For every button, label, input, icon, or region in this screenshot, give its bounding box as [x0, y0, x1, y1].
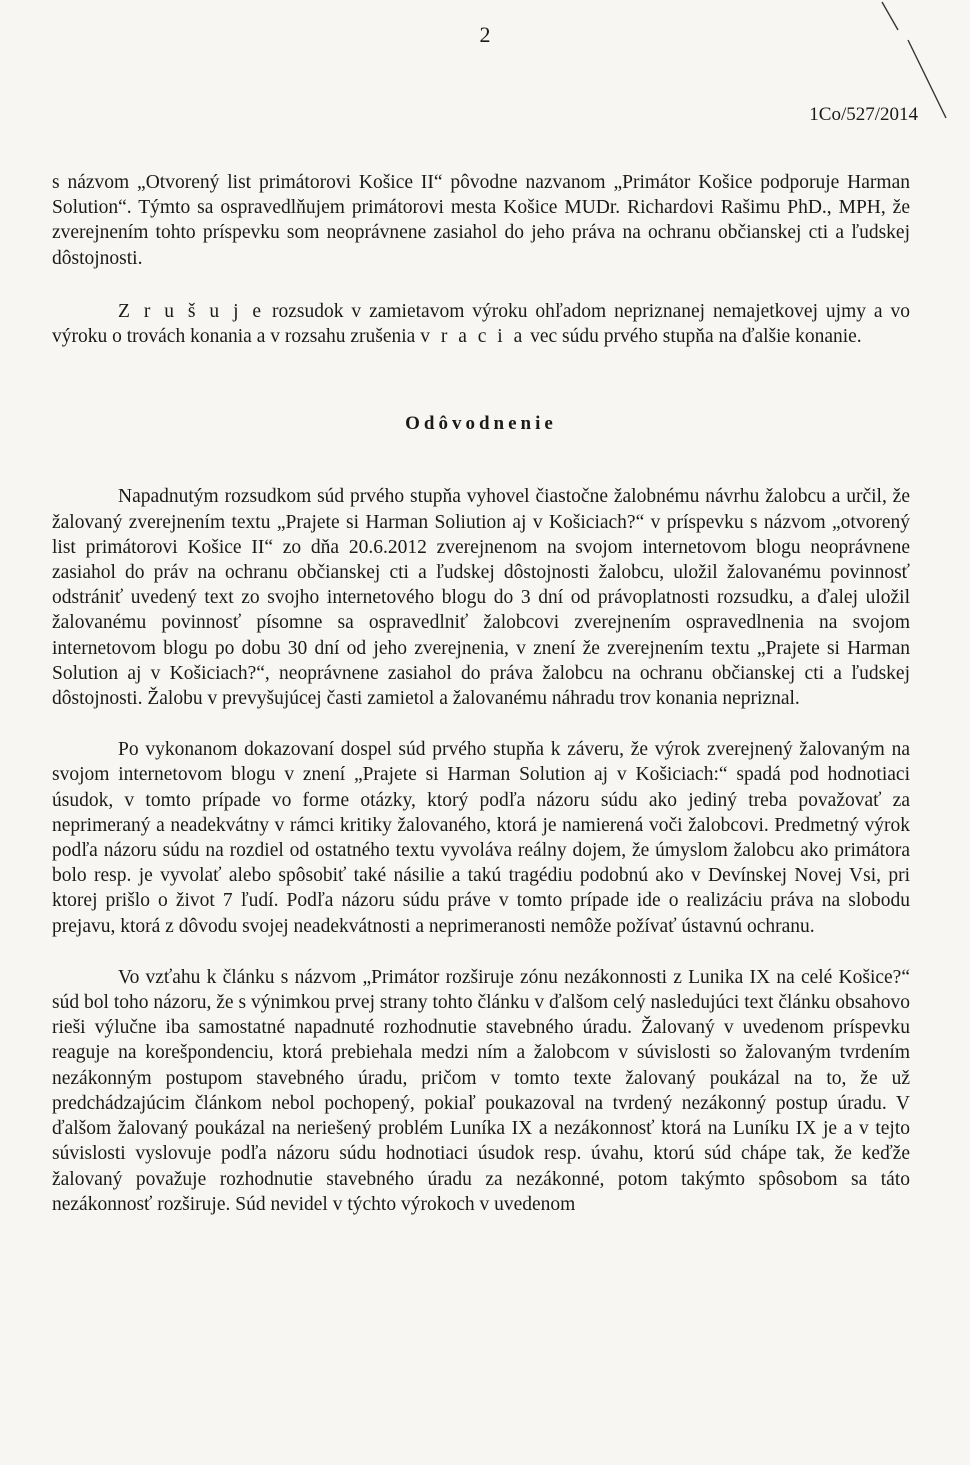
verdict-keyword-zrusuje: Z r u š u j e [118, 300, 265, 322]
verdict-paragraph [52, 299, 910, 349]
case-number: 1Co/527/2014 [809, 104, 918, 125]
verdict-keyword-vracia: v r a c i a [420, 326, 526, 348]
page-number: 2 [479, 22, 491, 47]
reasoning-paragraph-2: Po vykonanom dokazovaní dospel súd prvého stupňa k záveru, že výrok zverejnený žalovaným na svojom internetovom blogu v znení „Prajete si Harman Solution aj v Košiciach:“ spadá pod hodnotiaci úsudok, v tomto prípade vo forme otázky, ktorý podľa názoru súdu ako jediný treba považovať za neprimeraný a neadekvátny v rámci kritiky žalovaného, ktorá je namierená voči žalobcovi. Predmetný výrok podľa názoru súdu na rozdiel od ostatného textu vyvoláva reálny dojem, že úmyslom žalobcu ako primátora bolo resp. je vyvolať alebo spôsobiť také násilie a takú tragédiu podobnú ako v Devínskej Novej Vsi, pri ktorej prišlo o život 7 ľudí. Podľa názoru súdu práve v tomto prípade ide o realizáciu práva na slobodu prejavu, ktorá z dôvodu svojej neadekvátnosti a neprimeranosti nemôže požívať ústavnú ochranu. [52, 739, 910, 937]
reasoning-paragraph-1: Napadnutým rozsudkom súd prvého stupňa vyhovel čiastočne žalobnému návrhu žalobcu a určil, že žalovaný zverejnením textu „Prajete si Harman Soliution aj v Košiciach?“ v príspevku s názvom „otvorený list primátorovi Košice II“ zo dňa 20.6.2012 zverejnenom na svojom internetovom blogu neoprávnene zasiahol do práv na ochranu občianskej cti a ľudskej dôstojnosti žalobcu, uložil žalovanému povinnosť odstrániť uvedený text zo svojho internetového blogu do 3 dní od právoplatnosti rozsudku, a ďalej uložil žalovanému povinnosť písomne sa ospravedlniť žalobcovi zverejnením ospravedlnenia na svojom internetovom blogu po dobu 30 dní od jeho zverejnenia, v znení že zverejnením textu „Prajete si Harman Solution aj v Košiciach?“, neoprávnene zasiahol do práva žalobcu na ochranu občianskej cti a ľudskej dôstojnosti. Žalobu v prevyšujúcej časti zamietol a žalovanému náhradu trov konania nepriznal. [52, 486, 910, 710]
verdict-text-end: vec súdu prvého stupňa na ďalšie konanie. [525, 326, 862, 348]
apology-paragraph: s názvom „Otvorený list primátorovi Košice II“ pôvodne nazvanom „Primátor Košice podporuje Harman Solution“. Týmto sa ospravedlňujem primátorovi mesta Košice MUDr. Richardovi Rašimu PhD., MPH, že zverejnením tohto príspevku som neoprávnene zasiahol do jeho práva na ochranu občianskej cti a ľudskej dôstojnosti. [52, 172, 910, 269]
document-body [52, 170, 910, 1217]
reasoning-paragraph-3: Vo vzťahu k článku s názvom „Primátor rozširuje zónu nezákonnosti z Lunika IX na celé Košice?“ súd bol toho názoru, že s výnimkou prvej strany tohto článku v ďalšom celý nasledujúci text článku obsahovo rieši výlučne iba samostatné napadnuté rozhodnutie stavebného úradu. Žalovaný v uvedenom príspevku reaguje na korešpondenciu, ktorá prebiehala medzi ním a žalobcom v súvislosti so žalovaným tvrdením nezákonným postupom stavebného úradu, pričom v tomto texte žalovaný poukázal na to, že už predchádzajúcim článkom nebol pochopený, pokiaľ poukazoval na tvrdený nezákonný postup úradu. V ďalšom žalovaný poukázal na neriešený problém Luníka IX a nezákonnosť ktorá na Luníku IX je a v tejto súvislosti vyslovuje podľa názoru súdu hodnotiaci úsudok resp. úvahu, ktorú súd chápe tak, že keďže žalovaný považuje rozhodnutie stavebného úradu za nezákonné, potom takýmto spôsobom sa táto nezákonnosť rozširuje. Súd nevidel v týchto výrokoch v uvedenom [52, 966, 910, 1215]
section-heading: Odôvodnenie [405, 413, 557, 435]
verdict-text: rozsudok v zamietavom výroku ohľadom nepriznanej nemajetkovej ujmy a vo výroku o trovách konania a v rozsahu zrušenia [52, 300, 910, 348]
